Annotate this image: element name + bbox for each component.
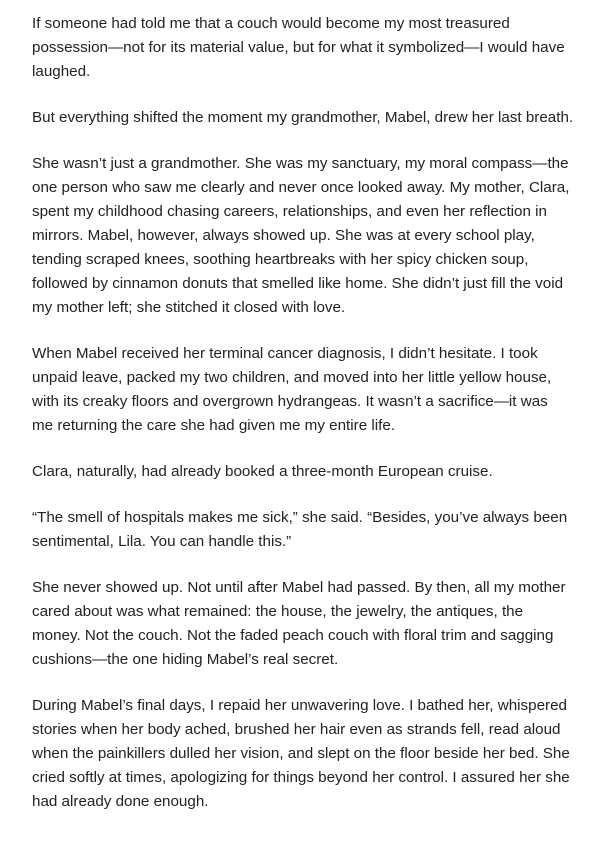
paragraph-line: stories when her body ached, brushed her hair even as strands fell, read aloud [32, 721, 561, 738]
paragraph-line: mirrors. Mabel, however, always showed up. She was at every school play, [32, 227, 535, 244]
paragraph-line: laughed. [32, 63, 91, 80]
paragraph-7 [32, 576, 575, 672]
paragraph-line: cared about was what remained: the house, the jewelry, the antiques, the [32, 603, 524, 620]
paragraph-line: sentimental, Lila. You can handle this.” [32, 533, 292, 550]
paragraph-line: But everything shifted the moment my grandmother, Mabel, drew her last breath. [32, 109, 574, 126]
paragraph-6 [32, 506, 575, 554]
paragraph-1 [32, 12, 575, 84]
paragraph-line: had already done enough. [32, 793, 209, 810]
paragraph-line: cushions—the one hiding Mabel’s real secret. [32, 651, 339, 668]
paragraph-3 [32, 152, 575, 320]
paragraph-line: me returning the care she had given me my entire life. [32, 417, 395, 434]
paragraph-2 [32, 106, 575, 130]
paragraph-4 [32, 342, 575, 438]
paragraph-line: She never showed up. Not until after Mabel had passed. By then, all my mother [32, 579, 566, 596]
paragraph-line: money. Not the couch. Not the faded peach couch with floral trim and sagging [32, 627, 554, 644]
paragraph-line: when the painkillers dulled her vision, and slept on the floor beside her bed. She [32, 745, 570, 762]
paragraph-line: tending scraped knees, soothing heartbreaks with her spicy chicken soup, [32, 251, 529, 268]
paragraph-line: my mother left; she stitched it closed with love. [32, 299, 346, 316]
paragraph-line: spent my childhood chasing careers, relationships, and even her reflection in [32, 203, 547, 220]
paragraph-5 [32, 460, 575, 484]
paragraph-line: If someone had told me that a couch would become my most treasured [32, 15, 510, 32]
paragraph-line: possession—not for its material value, but for what it symbolized—I would have [32, 39, 565, 56]
paragraph-line: unpaid leave, packed my two children, and moved into her little yellow house, [32, 369, 552, 386]
paragraph-line: She wasn’t just a grandmother. She was my sanctuary, my moral compass—the [32, 155, 569, 172]
paragraph-line: one person who saw me clearly and never once looked away. My mother, Clara, [32, 179, 570, 196]
paragraph-line: with its creaky floors and overgrown hydrangeas. It wasn’t a sacrifice—it was [32, 393, 548, 410]
paragraph-8 [32, 694, 575, 814]
paragraph-line: During Mabel’s final days, I repaid her unwavering love. I bathed her, whispered [32, 697, 567, 714]
paragraph-line: “The smell of hospitals makes me sick,” she said. “Besides, you’ve always been [32, 509, 568, 526]
paragraph-line: When Mabel received her terminal cancer diagnosis, I didn’t hesitate. I took [32, 345, 538, 362]
paragraph-line: Clara, naturally, had already booked a three-month European cruise. [32, 463, 493, 480]
paragraph-line: cried softly at times, apologizing for things beyond her control. I assured her she [32, 769, 570, 786]
paragraph-line: followed by cinnamon donuts that smelled like home. She didn’t just fill the void [32, 275, 564, 292]
